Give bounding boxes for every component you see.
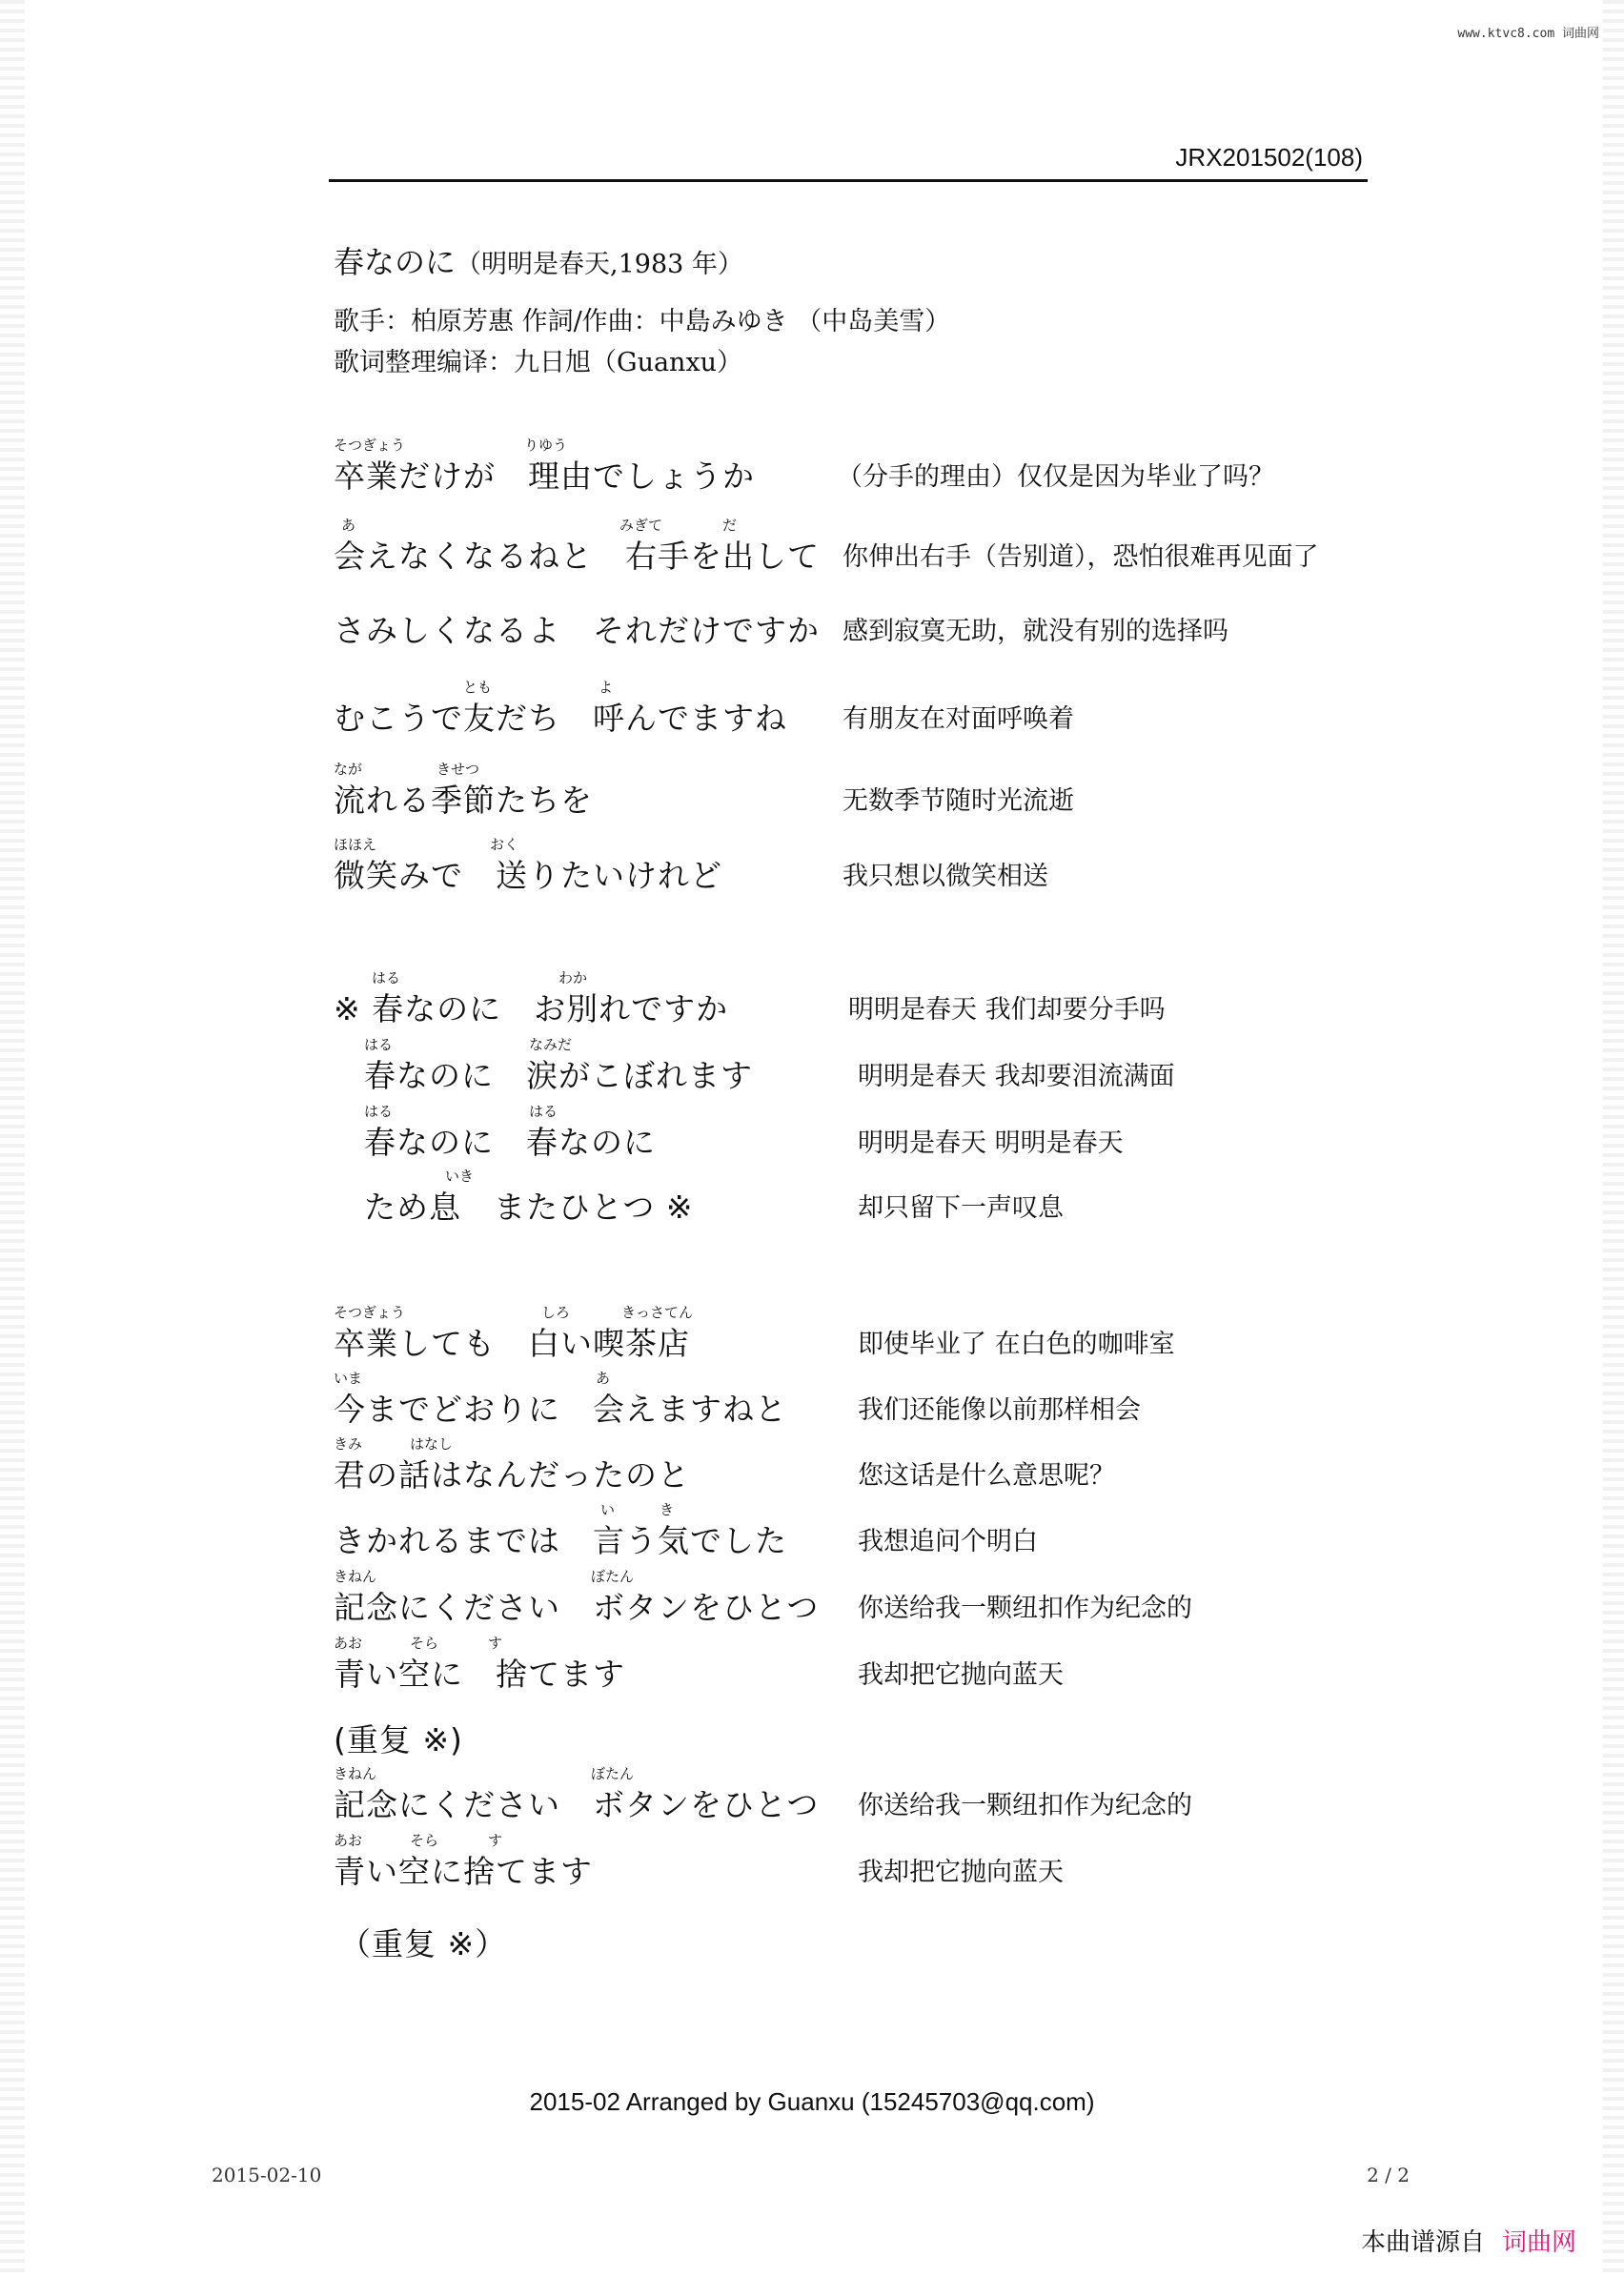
lyric-line [0,1433,1624,1500]
source-brand[interactable]: 词曲网 [1501,2228,1576,2257]
lyric-line [0,1034,1624,1101]
furigana: そら [410,1832,439,1849]
furigana: い [600,1501,616,1518]
lyric-jp: ※ 春なのに お別れですか [334,990,729,1027]
lyric-cn: 明明是春天 我却要泪流满面 [858,1062,1175,1091]
furigana: そつぎょう [334,437,406,454]
lyric-cn: 我想追问个明白 [858,1527,1038,1556]
furigana: ほほえ [334,836,377,853]
lyric-line [0,1368,1624,1434]
furigana: はる [364,1036,394,1053]
editor-credits: 歌词整理编译：九日旭（Guanxu） [334,348,743,377]
furigana: あ [596,1370,611,1387]
lyric-jp: 青い空に捨てます [334,1853,593,1890]
furigana: はる [364,1103,394,1120]
furigana: ぼたん [591,1765,635,1782]
furigana: よ [599,679,614,696]
lyric-jp: 記念にください ボタンをひとつ [334,1786,820,1823]
lyric-jp: 微笑みで 送りたいけれど [334,857,722,894]
lyric-cn: 明明是春天 明明是春天 [858,1128,1124,1158]
furigana: す [488,1832,503,1849]
lyric-cn: （分手的理由）仅仅是因为毕业了吗？ [837,462,1274,492]
lyric-jp: 春なのに 春なのに [364,1124,656,1161]
furigana: きねん [334,1765,377,1782]
lyric-line [0,1698,1624,1765]
furigana: しろ [541,1304,571,1321]
lyric-line [0,1101,1624,1168]
furigana: はる [372,969,401,986]
song-title [334,238,743,282]
lyric-cn: 你送给我一颗纽扣作为纪念的 [858,1791,1192,1820]
lyric-jp: 君の話はなんだったのと [334,1456,690,1494]
furigana: そつぎょう [334,1304,406,1321]
lyric-line [0,1566,1624,1633]
lyric-jp: ため息 またひとつ ※ [364,1189,694,1226]
furigana: わか [558,969,588,986]
furigana: きねん [334,1568,377,1585]
lyric-cn: 你送给我一颗纽扣作为纪念的 [858,1594,1192,1623]
lyric-jp: きかれるまでは 言う気でした [334,1522,787,1559]
lyric-line [0,1763,1624,1830]
furigana: はなし [410,1435,454,1453]
lyric-jp: むこうで友だち 呼んでますね [334,700,787,737]
site-url[interactable]: www.ktvc8.com [1457,27,1555,41]
lyric-jp: （重复 ※） [339,1925,508,1962]
lyric-line [0,967,1624,1034]
furigana: いき [445,1168,475,1185]
document-code: JRX201502(108) [1175,143,1363,172]
lyric-cn: 我只想以微笑相送 [842,862,1048,891]
lyric-line [0,834,1624,901]
lyric-cn: 有朋友在对面呼唤着 [842,704,1074,734]
furigana: りゆう [524,437,568,454]
lyric-jp: 卒業しても 白い喫茶店 [334,1325,690,1362]
source-note[interactable] [1361,2223,1576,2258]
lyric-line [0,589,1624,656]
lyric-jp: 春なのに 涙がこぼれます [364,1057,753,1094]
lyric-jp: 記念にください ボタンをひとつ [334,1589,820,1626]
lyric-line [0,677,1624,743]
lyric-line [0,515,1624,581]
lyric-cn: 你伸出右手（告别道），恐怕很难再见面了 [842,542,1319,572]
furigana: きみ [334,1435,363,1453]
singer-credits: 歌手：柏原芳惠 作詞/作曲：中島みゆき （中岛美雪） [334,307,951,336]
furigana: あお [334,1832,363,1849]
arranged-by: 2015-02 Arranged by Guanxu (15245703@qq.com) [529,2087,1095,2116]
lyric-line [0,1302,1624,1369]
song-title-cn: （明明是春天,1983 年） [456,250,743,279]
lyric-cn: 您这话是什么意思呢？ [858,1461,1115,1491]
lyric-jp: さみしくなるよ それだけですか [334,612,820,649]
furigana: なが [334,761,363,778]
lyric-line [0,1830,1624,1897]
song-title-jp: 春なのに [334,244,457,280]
lyric-cn: 无数季节随时光流逝 [842,786,1074,816]
lyric-cn: 却只留下一声叹息 [858,1193,1064,1223]
site-corner-label[interactable] [1457,23,1599,41]
furigana: き [660,1501,675,1518]
furigana: おく [490,836,519,853]
lyric-jp: 今までどおりに 会えますねと [334,1391,787,1428]
furigana: す [488,1635,503,1652]
lyric-jp: 卒業だけが 理由でしょうか [334,457,755,495]
lyric-line [0,1902,1624,1969]
furigana: あ [341,517,356,534]
page-number: 2 / 2 [1367,2164,1410,2186]
furigana: なみだ [529,1036,573,1053]
print-date: 2015-02-10 [212,2164,322,2186]
furigana: ぼたん [591,1568,635,1585]
lyric-cn: 明明是春天 我们却要分手吗 [848,995,1166,1025]
lyric-jp: 会えなくなるねと 右手を出して [334,538,820,575]
lyric-line [0,1499,1624,1566]
furigana: はる [529,1103,558,1120]
furigana: あお [334,1635,363,1652]
furigana: そら [410,1635,439,1652]
lyric-jp: 流れる季節たちを [334,782,593,819]
lyric-cn: 我却把它抛向蓝天 [858,1660,1064,1690]
lyric-line [0,435,1624,501]
furigana: きせつ [436,761,480,778]
lyric-line [0,759,1624,825]
site-name: 词曲网 [1561,27,1599,41]
lyric-jp: 青い空に 捨てます [334,1656,625,1693]
lyric-cn: 感到寂寞无助，就没有别的选择吗 [842,617,1228,646]
lyric-line [0,1166,1624,1232]
furigana: きっさてん [621,1304,694,1321]
header-rule [329,179,1368,182]
lyric-jp: (重复 ※) [334,1721,463,1759]
source-label: 本曲谱源自 [1360,2228,1485,2257]
furigana: とも [463,679,493,696]
lyric-cn: 我却把它抛向蓝天 [858,1858,1064,1887]
furigana: だ [722,517,738,534]
lyric-cn: 我们还能像以前那样相会 [858,1395,1141,1425]
lyric-cn: 即使毕业了 在白色的咖啡室 [858,1330,1175,1359]
furigana: みぎて [619,517,663,534]
furigana: いま [334,1370,363,1387]
lyric-line [0,1633,1624,1699]
